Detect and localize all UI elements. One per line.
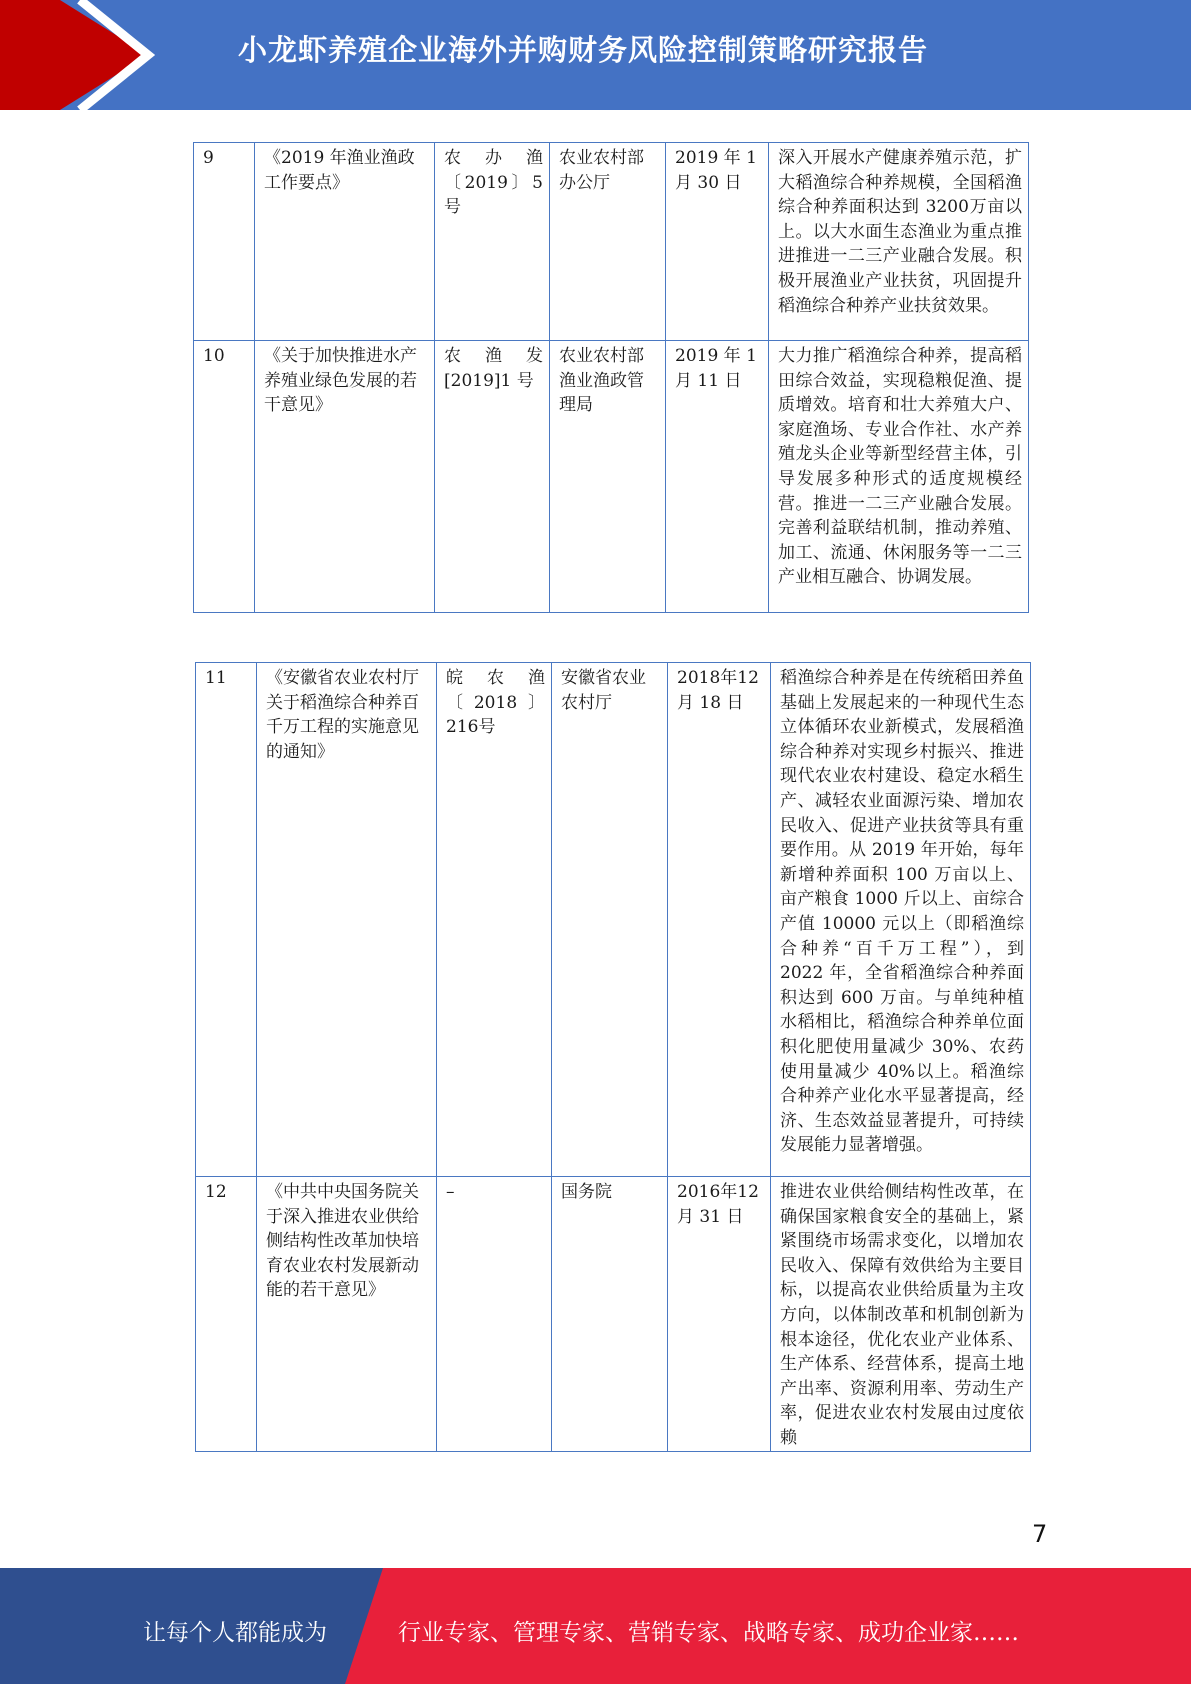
- row-number: 9: [194, 143, 255, 341]
- issuing-agency: 农业农村部渔业渔政管理局: [550, 341, 666, 613]
- policy-name: 《关于加快推进水产养殖业绿色发展的若干意见》: [255, 341, 435, 613]
- document-number: 皖 农 渔〔2018〕216号: [437, 663, 552, 1177]
- issuing-agency: 农业农村部办公厅: [550, 143, 666, 341]
- page-number: 7: [1032, 1520, 1048, 1548]
- row-number: 10: [194, 341, 255, 613]
- issuing-agency: 安徽省农业农村厅: [552, 663, 668, 1177]
- policy-table-1: [193, 142, 1029, 613]
- document-number: –: [437, 1177, 552, 1452]
- policy-content: 稻渔综合种养是在传统稻田养鱼基础上发展起来的一种现代生态立体循环农业新模式，发展稻渔综合种养对实现乡村振兴、推进现代农业农村建设、稳定水稻生产、减轻农业面源污染、增加农民收入、促进产业扶贫等具有重要作用。从 2019 年开始，每年新增种养面积 100 万亩以上、亩产粮食 1000 斤以上、亩综合产值 10000 元以上（即稻渔综合种养“百千万工程”），到 2022 年，全省稻渔综合种养面积达到 600 万亩。与单纯种植水稻相比，稻渔综合种养单位面积化肥使用量减少 30%、农药使用量减少 40%以上。稻渔综合种养产业化水平显著提高，经济、生态效益显著提升，可持续发展能力显著增强。: [771, 663, 1031, 1177]
- document-number: 农 办 渔〔2019〕5号: [435, 143, 550, 341]
- policy-content: 大力推广稻渔综合种养，提高稻田综合效益，实现稳粮促渔、提质增效。培育和壮大养殖大户、家庭渔场、专业合作社、水产养殖龙头企业等新型经营主体，引导发展多种形式的适度规模经营。推进一二三产业融合发展。完善利益联结机制，推动养殖、加工、流通、休闲服务等一二三产业相互融合、协调发展。: [769, 341, 1029, 613]
- table-row: [194, 143, 1029, 341]
- table-row: [196, 663, 1031, 1177]
- issue-date: 2016年12月 31 日: [668, 1177, 771, 1452]
- policy-table-2: [195, 662, 1031, 1452]
- issuing-agency: 国务院: [552, 1177, 668, 1452]
- table-row: [196, 1177, 1031, 1452]
- table-row: [194, 341, 1029, 613]
- row-number: 11: [196, 663, 257, 1177]
- page-header: [0, 0, 1191, 110]
- footer-slogan-left: 让每个人都能成为: [143, 1620, 327, 1646]
- issue-date: 2019 年 1月 30 日: [666, 143, 769, 341]
- policy-name: 《安徽省农业农村厅关于稻渔综合种养百千万工程的实施意见的通知》: [257, 663, 437, 1177]
- policy-name: 《中共中央国务院关于深入推进农业供给侧结构性改革加快培育农业农村发展新动能的若干意见》: [257, 1177, 437, 1452]
- footer-slogan-right: 行业专家、管理专家、营销专家、战略专家、成功企业家……: [398, 1620, 1019, 1646]
- report-title: 小龙虾养殖企业海外并购财务风险控制策略研究报告: [238, 33, 929, 67]
- issue-date: 2018年12月 18 日: [668, 663, 771, 1177]
- page-footer: [0, 1568, 1191, 1684]
- issue-date: 2019 年 1月 11 日: [666, 341, 769, 613]
- document-number: 农 渔 发[2019]1 号: [435, 341, 550, 613]
- policy-content: 推进农业供给侧结构性改革，在确保国家粮食安全的基础上，紧紧围绕市场需求变化，以增加农民收入、保障有效供给为主要目标，以提高农业供给质量为主攻方向，以体制改革和机制创新为根本途径，优化农业产业体系、生产体系、经营体系，提高土地产出率、资源利用率、劳动生产率，促进农业农村发展由过度依赖: [771, 1177, 1031, 1452]
- policy-name: 《2019 年渔业渔政工作要点》: [255, 143, 435, 341]
- row-number: 12: [196, 1177, 257, 1452]
- policy-content: 深入开展水产健康养殖示范，扩大稻渔综合种养规模，全国稻渔综合种养面积达到 3200万亩以上。以大水面生态渔业为重点推进推进一二三产业融合发展。积极开展渔业产业扶贫，巩固提升稻渔综合种养产业扶贫效果。: [769, 143, 1029, 341]
